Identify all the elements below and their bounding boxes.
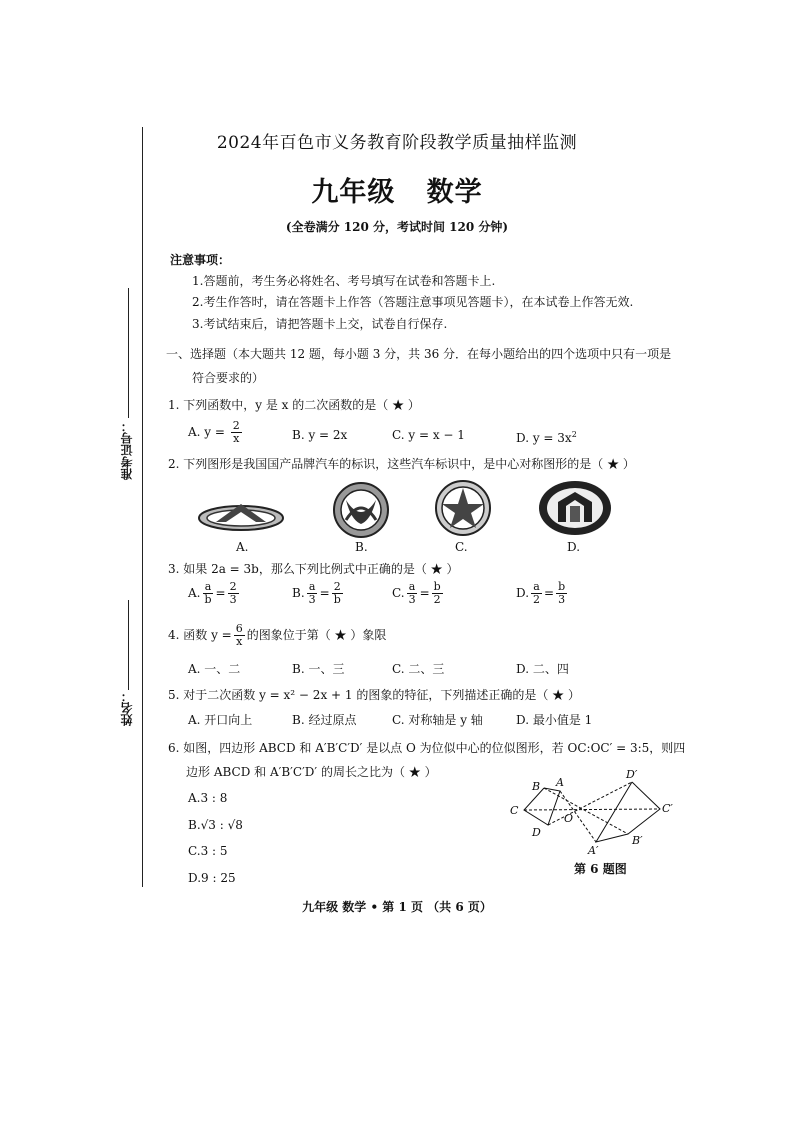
ray-b: [544, 788, 628, 834]
car-logo-c-icon: [418, 478, 508, 538]
q3-stem: 3. 如果 2a = 3b，那么下列比例式中正确的是（ ★ ）: [168, 562, 459, 576]
note-3: 3.考试结束后，请把答题卡上交，试卷自行保存.: [192, 317, 448, 331]
section1-heading-cont: 符合要求的）: [192, 371, 265, 385]
point-c-label: C: [510, 804, 519, 817]
q4-option-a: A. 一、二: [188, 662, 241, 676]
q5-option-b: B. 经过原点: [292, 713, 357, 727]
point-b-label: B: [532, 780, 541, 793]
q3-option-d: D. $\frac{a}{2}$ = $\frac{b}{3}$: [516, 580, 566, 606]
q1-option-c: C. y = x − 1: [392, 428, 465, 442]
q3-option-b: B. $\frac{a}{3}$ = $\frac{2}{b}$: [292, 580, 341, 606]
q2-label-c: C.: [455, 540, 468, 554]
q2-stem: 2. 下列图形是我国国产品牌汽车的标识，这些汽车标识中，是中心对称图形的是（ ★ ）: [168, 457, 635, 471]
point-c2-label: C′: [662, 802, 673, 815]
exam-no-label: 准考证号：: [120, 420, 134, 480]
car-logo-a-icon: [196, 484, 286, 544]
q5-stem: 5. 对于二次函数 y = x² − 2x + 1 的图象的特征，下列描述正确的是（ ★ ）: [168, 688, 580, 702]
q2-label-d: D.: [567, 540, 581, 554]
quad-a2b2c2d2-outline: [596, 782, 660, 842]
q6-figure: [504, 766, 684, 858]
q6-option-a: A.3 : 8: [188, 791, 228, 805]
car-logo-d-icon: [530, 478, 620, 538]
name-blank: [128, 600, 129, 690]
q4-option-b: B. 一、三: [292, 662, 345, 676]
binding-line: [142, 127, 143, 887]
q1-option-d: D. $y = 3x^2$: [516, 430, 577, 445]
q3-option-c: C. $\frac{a}{3}$ = $\frac{b}{2}$: [392, 580, 441, 606]
notes-heading: 注意事项：: [170, 253, 231, 267]
name-label: 姓名：: [120, 690, 134, 726]
exam-title: 2024年百色市义务教育阶段教学质量抽样监测: [216, 133, 578, 153]
q1-option-a: A. y = $\frac{2}{x}$: [188, 419, 240, 445]
q5-option-a: A. 开口向上: [188, 713, 253, 727]
note-1: 1.答题前，考生务必将姓名、考号填写在试卷和答题卡上.: [192, 274, 496, 288]
q6-option-c: C.3 : 5: [188, 844, 228, 858]
q5-option-c: C. 对称轴是 y 轴: [392, 713, 483, 727]
q6-option-d: D.9 : 25: [188, 871, 236, 885]
q6-stem-line1: 6. 如图，四边形 ABCD 和 A′B′C′D′ 是以点 O 为位似中心的位似图形，若 OC:OC′ = 3:5，则四: [168, 741, 686, 755]
q6-stem-line2: 边形 ABCD 和 A′B′C′D′ 的周长之比为（ ★ ）: [186, 765, 437, 779]
q2-label-b: B.: [355, 540, 368, 554]
car-logo-b-icon: [316, 480, 406, 540]
q4-option-c: C. 二、三: [392, 662, 445, 676]
exam-no-blank: [128, 288, 129, 418]
q1-stem: 1. 下列函数中，y 是 x 的二次函数的是（ ★ ）: [168, 398, 420, 412]
point-a-label: A: [556, 776, 564, 789]
point-o-label: O: [564, 812, 574, 825]
q5-option-d: D. 最小值是 1: [516, 713, 593, 727]
section1-heading: 一、选择题（本大题共 12 题，每小题 3 分，共 36 分．在每小题给出的四个选项中只有一项是: [166, 347, 672, 361]
point-d-label: D: [532, 826, 541, 839]
q4-option-d: D. 二、四: [516, 662, 569, 676]
ray-c: [524, 809, 660, 810]
q3-option-a: A. $\frac{a}{b}$ = $\frac{2}{3}$: [188, 580, 237, 606]
q6-figure-caption: 第 6 题图: [574, 862, 627, 876]
point-a2-label: A′: [588, 844, 599, 857]
page-footer: 九年级 数学 • 第 1 页 （共 6 页）: [302, 900, 492, 914]
exam-subtitle: (全卷满分 120 分，考试时间 120 分钟): [285, 220, 509, 234]
q2-label-a: A.: [236, 540, 249, 554]
q1-option-b: B. y = 2x: [292, 428, 348, 442]
note-2: 2.考生作答时，请在答题卡上作答（答题注意事项见答题卡），在本试卷上作答无效.: [192, 295, 634, 309]
point-d2-label: D′: [626, 768, 638, 781]
point-b2-label: B′: [632, 834, 643, 847]
subject-title: 九年级 数学: [311, 177, 483, 208]
q6-option-b: B.√3 : √8: [188, 818, 243, 832]
q4-stem: 4. 函数 y = $\frac{6}{x}$ 的图象位于第（ ★ ）象限: [168, 622, 387, 648]
